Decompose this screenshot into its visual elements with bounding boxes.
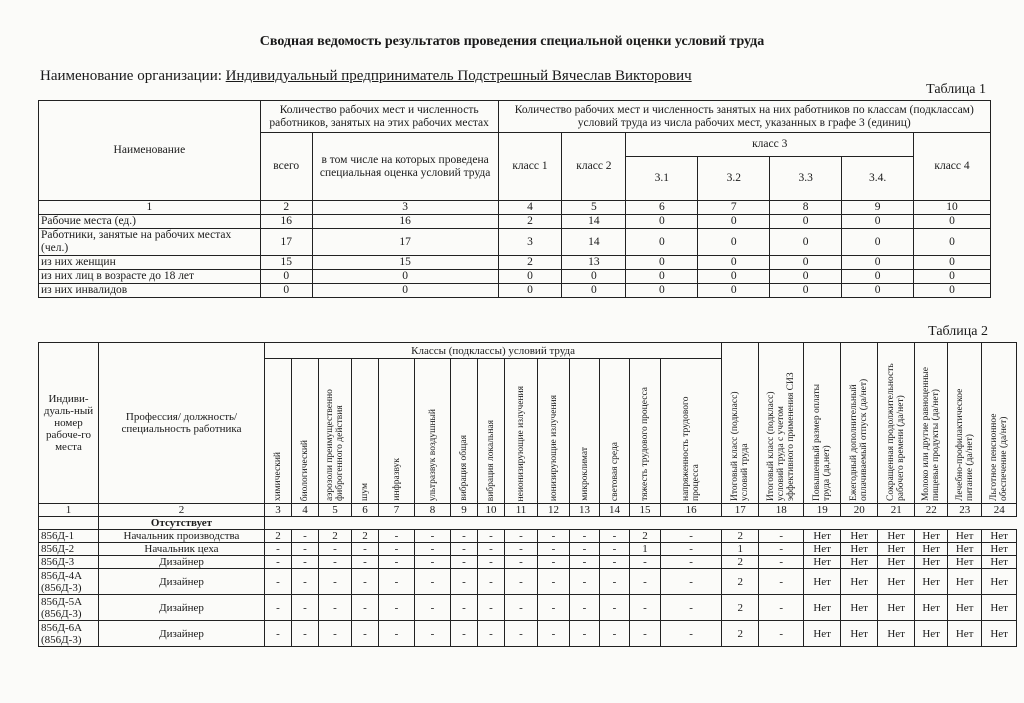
table1-label: Таблица 1 (926, 82, 986, 97)
t1-row (39, 215, 991, 229)
t2-column-number: 8 (415, 504, 451, 517)
t2-cell: Нет (878, 543, 915, 556)
t1-row-name: из них инвалидов (39, 284, 261, 298)
t1-column-number: 4 (498, 201, 562, 215)
t2-cell: - (630, 569, 661, 595)
t1-cell: 0 (312, 284, 498, 298)
t2-cell: - (379, 556, 415, 569)
t2-factor-header: световая среда (600, 359, 630, 504)
t2-cell: - (379, 543, 415, 556)
t2-profession: Начальник производства (99, 530, 265, 543)
t1-cell: 0 (914, 229, 991, 256)
t2-cell: - (451, 595, 478, 621)
t2-cell: - (505, 569, 538, 595)
t2-cell: - (319, 595, 352, 621)
t1-header-c33: 3.3 (770, 157, 842, 201)
t2-cell: - (415, 543, 451, 556)
t2-cell: Нет (878, 595, 915, 621)
t2-column-number: 5 (319, 504, 352, 517)
t2-factor-header: инфразвук (379, 359, 415, 504)
t2-factor-header: вибрация локальная (478, 359, 505, 504)
t2-profession: Дизайнер (99, 556, 265, 569)
t1-cell: 15 (312, 256, 498, 270)
t2-cell: Нет (982, 569, 1017, 595)
t1-row-name: из них женщин (39, 256, 261, 270)
t1-cell: 0 (562, 270, 626, 284)
t2-cell: - (661, 569, 722, 595)
t2-cell: - (415, 621, 451, 647)
t2-cell: Нет (982, 530, 1017, 543)
t2-cell: Нет (948, 530, 982, 543)
t2-cell: - (600, 621, 630, 647)
t2-cell: Нет (915, 569, 948, 595)
t2-column-number: 23 (948, 504, 982, 517)
t1-cell: 0 (498, 284, 562, 298)
t1-header-class3: класс 3 (626, 133, 914, 157)
t2-profession: Дизайнер (99, 569, 265, 595)
t2-cell: - (570, 569, 600, 595)
t2-column-number: 11 (505, 504, 538, 517)
t2-cell: Нет (948, 569, 982, 595)
t2-column-number: 13 (570, 504, 600, 517)
t2-cell: - (505, 543, 538, 556)
t1-row (39, 284, 991, 298)
t2-cell: - (570, 595, 600, 621)
t2-column-number: 3 (265, 504, 292, 517)
t2-cell: - (759, 543, 804, 556)
t2-cell: - (319, 621, 352, 647)
t2-cell: - (451, 569, 478, 595)
t2-column-number: 21 (878, 504, 915, 517)
t2-factor-header: ионизирующие излучения (538, 359, 570, 504)
t2-header-pension: Льготное пенсионное обеспечение (да/нет) (982, 343, 1017, 504)
t2-cell: 2 (722, 569, 759, 595)
t2-cell: Нет (948, 595, 982, 621)
t2-workplace-id: 856Д-3 (39, 556, 99, 569)
t2-cell: - (538, 543, 570, 556)
t1-header-classes: Количество рабочих мест и численность занятых на них работников по классам (подклассам) условий труда из числа рабочих мест, указанных в графе 3 (единиц) (498, 101, 990, 133)
t2-cell: - (759, 569, 804, 595)
t1-header-name: Наименование (39, 101, 261, 201)
t2-header-final-class: Итоговый класс (подкласс) условий труда (722, 343, 759, 504)
t1-cell: 0 (770, 284, 842, 298)
t2-column-number: 18 (759, 504, 804, 517)
t2-cell: - (538, 556, 570, 569)
t2-cell: - (630, 621, 661, 647)
t2-cell: 1 (630, 543, 661, 556)
t2-cell: - (478, 595, 505, 621)
t1-column-number: 3 (312, 201, 498, 215)
t2-header-classes: Классы (подклассы) условий труда (265, 343, 722, 359)
t2-cell: - (379, 569, 415, 595)
t1-header-workplaces: Количество рабочих мест и численность работников, занятых на этих рабочих местах (260, 101, 498, 133)
t2-cell: Нет (878, 556, 915, 569)
t2-cell: - (352, 595, 379, 621)
t2-column-number: 22 (915, 504, 948, 517)
t1-cell: 13 (562, 256, 626, 270)
t2-cell: - (661, 621, 722, 647)
t2-cell: Нет (804, 569, 841, 595)
t1-column-number: 2 (260, 201, 312, 215)
t2-cell: Нет (878, 621, 915, 647)
t2-cell: Нет (841, 595, 878, 621)
t2-cell: - (600, 543, 630, 556)
t2-cell: 1 (722, 543, 759, 556)
t2-cell: - (352, 556, 379, 569)
t1-cell: 0 (698, 215, 770, 229)
t2-factor-header: напряженность трудового процесса (661, 359, 722, 504)
t1-header-c32: 3.2 (698, 157, 770, 201)
t2-header-reduced-time: Сокращенная продолжительность рабочего времени (да/нет) (878, 343, 915, 504)
t2-cell: Нет (804, 595, 841, 621)
t2-cell: - (265, 621, 292, 647)
t2-cell: - (478, 556, 505, 569)
t1-cell: 0 (626, 256, 698, 270)
t2-cell: Нет (804, 530, 841, 543)
t1-cell: 0 (842, 215, 914, 229)
t2-row (39, 569, 1017, 595)
t2-cell: - (379, 530, 415, 543)
t2-cell: - (661, 556, 722, 569)
t2-cell: Нет (841, 530, 878, 543)
t2-cell: - (600, 556, 630, 569)
t2-column-numbers (39, 504, 1017, 517)
t2-cell: - (265, 556, 292, 569)
t1-row (39, 256, 991, 270)
t2-cell: - (292, 569, 319, 595)
t2-row (39, 530, 1017, 543)
t2-cell: - (352, 543, 379, 556)
t2-cell: - (478, 569, 505, 595)
t2-cell: Нет (841, 556, 878, 569)
t2-cell: Нет (804, 543, 841, 556)
t2-cell: Нет (841, 621, 878, 647)
t1-cell: 16 (312, 215, 498, 229)
t2-row (39, 543, 1017, 556)
t1-cell: 15 (260, 256, 312, 270)
t2-cell: - (292, 543, 319, 556)
t2-cell: - (379, 621, 415, 647)
t2-cell: 2 (630, 530, 661, 543)
t1-row (39, 229, 991, 256)
t2-workplace-id: 856Д-6А (856Д-3) (39, 621, 99, 647)
t1-row-name: из них лиц в возрасте до 18 лет (39, 270, 261, 284)
t1-cell: 2 (498, 215, 562, 229)
t1-cell: 0 (626, 215, 698, 229)
t1-cell: 0 (770, 270, 842, 284)
t2-column-number: 16 (661, 504, 722, 517)
t2-cell: - (478, 543, 505, 556)
t2-cell: - (570, 621, 600, 647)
t2-column-number: 15 (630, 504, 661, 517)
t2-workplace-id: 856Д-1 (39, 530, 99, 543)
t2-cell: - (319, 543, 352, 556)
t2-cell: 2 (319, 530, 352, 543)
t2-cell: Нет (878, 569, 915, 595)
t1-cell: 0 (312, 270, 498, 284)
t1-cell: 0 (626, 270, 698, 284)
t1-header-c34: 3.4. (842, 157, 914, 201)
t2-cell: 2 (722, 556, 759, 569)
t2-cell: - (292, 621, 319, 647)
t2-column-number: 1 (39, 504, 99, 517)
t2-cell: Нет (982, 556, 1017, 569)
t2-column-number: 7 (379, 504, 415, 517)
t2-profession: Дизайнер (99, 595, 265, 621)
t2-column-number: 14 (600, 504, 630, 517)
t2-cell: - (265, 543, 292, 556)
t2-cell: Нет (948, 543, 982, 556)
t1-header-class2: класс 2 (562, 133, 626, 201)
t2-cell: - (759, 621, 804, 647)
t1-cell: 0 (260, 270, 312, 284)
t2-cell: Нет (948, 621, 982, 647)
t1-cell: 16 (260, 215, 312, 229)
t1-cell: 0 (914, 215, 991, 229)
t2-cell: - (319, 556, 352, 569)
t1-cell: 0 (260, 284, 312, 298)
t1-cell: 3 (498, 229, 562, 256)
t2-cell: - (538, 569, 570, 595)
t2-column-number: 17 (722, 504, 759, 517)
t2-section-title: Отсутствует (99, 517, 265, 530)
t2-cell: 2 (722, 595, 759, 621)
t1-cell: 17 (312, 229, 498, 256)
t1-cell: 0 (842, 256, 914, 270)
t2-cell: - (505, 530, 538, 543)
t2-cell: - (415, 530, 451, 543)
t2-cell: - (415, 595, 451, 621)
t1-cell: 14 (562, 215, 626, 229)
t2-cell: - (415, 569, 451, 595)
t2-cell: - (265, 569, 292, 595)
t1-column-number: 6 (626, 201, 698, 215)
t1-column-number: 8 (770, 201, 842, 215)
t2-cell: - (451, 556, 478, 569)
t2-profession: Начальник цеха (99, 543, 265, 556)
t2-row (39, 595, 1017, 621)
t2-cell: Нет (948, 556, 982, 569)
t1-column-number: 5 (562, 201, 626, 215)
t2-cell: - (352, 621, 379, 647)
t1-cell: 17 (260, 229, 312, 256)
t2-workplace-id: 856Д-4А (856Д-3) (39, 569, 99, 595)
t2-workplace-id: 856Д-5А (856Д-3) (39, 595, 99, 621)
t2-cell: - (379, 595, 415, 621)
t2-cell: - (600, 530, 630, 543)
table2-label: Таблица 2 (928, 324, 988, 339)
t2-factor-header: биологический (292, 359, 319, 504)
t2-cell: - (538, 621, 570, 647)
t2-cell: Нет (982, 543, 1017, 556)
t2-cell: - (505, 556, 538, 569)
t2-cell: - (538, 595, 570, 621)
t1-cell: 0 (562, 284, 626, 298)
organization-line (40, 68, 692, 85)
t2-cell: - (292, 530, 319, 543)
t2-cell: - (661, 530, 722, 543)
t2-profession: Дизайнер (99, 621, 265, 647)
t2-header-profession: Профессия/ должность/ специальность работника (99, 343, 265, 504)
t1-cell: 0 (842, 270, 914, 284)
t2-cell: - (451, 530, 478, 543)
t1-row-name: Рабочие места (ед.) (39, 215, 261, 229)
t2-factor-header: шум (352, 359, 379, 504)
document-title: Сводная ведомость результатов проведения специальной оценки условий труда (259, 34, 765, 49)
t2-cell: - (505, 621, 538, 647)
t1-column-number: 1 (39, 201, 261, 215)
t1-cell: 0 (698, 284, 770, 298)
t1-cell: 0 (770, 229, 842, 256)
t1-cell: 0 (626, 284, 698, 298)
t2-cell: Нет (982, 595, 1017, 621)
t1-cell: 0 (498, 270, 562, 284)
t2-cell: Нет (804, 556, 841, 569)
t2-cell: - (478, 621, 505, 647)
t1-cell: 0 (698, 229, 770, 256)
t2-cell: 2 (722, 530, 759, 543)
t2-cell: - (352, 569, 379, 595)
t2-header-id: Индиви-дуаль-ный номер рабоче-го места (39, 343, 99, 504)
t2-cell: - (415, 556, 451, 569)
t1-column-number: 7 (698, 201, 770, 215)
t2-row (39, 556, 1017, 569)
t2-column-number: 12 (538, 504, 570, 517)
t2-cell: - (759, 530, 804, 543)
t2-factor-header: неионизирующие излучения (505, 359, 538, 504)
t2-cell: Нет (915, 556, 948, 569)
organization-name: Индивидуальный предприниматель Подстрешный Вячеслав Викторович (225, 68, 692, 84)
t2-factor-header: аэрозоли преимущественно фиброгенного действия (319, 359, 352, 504)
t2-column-number: 20 (841, 504, 878, 517)
t2-cell: Нет (878, 530, 915, 543)
t2-cell: 2 (722, 621, 759, 647)
t2-cell: - (478, 530, 505, 543)
t2-cell: - (538, 530, 570, 543)
t2-column-number: 10 (478, 504, 505, 517)
t1-header-total: всего (260, 133, 312, 201)
t2-header-extra-leave: Ежегодный дополнительный оплачиваемый отпуск (да/нет) (841, 343, 878, 504)
t2-cell: - (630, 595, 661, 621)
t1-cell: 0 (842, 284, 914, 298)
t2-cell: - (292, 595, 319, 621)
t2-column-number: 2 (99, 504, 265, 517)
t2-column-number: 19 (804, 504, 841, 517)
t2-cell: - (630, 556, 661, 569)
t2-cell: Нет (915, 543, 948, 556)
t1-header-assessed: в том числе на которых проведена специальная оценка условий труда (312, 133, 498, 201)
t1-cell: 0 (698, 270, 770, 284)
t1-row (39, 270, 991, 284)
t2-row (39, 621, 1017, 647)
t2-cell: - (451, 543, 478, 556)
t1-header-class1: класс 1 (498, 133, 562, 201)
t2-factor-header: ультразвук воздушный (415, 359, 451, 504)
t2-cell: - (570, 556, 600, 569)
t2-cell: - (451, 621, 478, 647)
t1-cell: 0 (914, 284, 991, 298)
t2-cell: Нет (841, 569, 878, 595)
t2-cell: - (600, 595, 630, 621)
t2-cell: Нет (915, 530, 948, 543)
t1-cell: 14 (562, 229, 626, 256)
t2-cell: 2 (352, 530, 379, 543)
t2-cell: - (319, 569, 352, 595)
t1-header-class4: класс 4 (914, 133, 991, 201)
t2-cell: - (661, 543, 722, 556)
t2-header-nutrition: Лечебно-профилактическое питание (да/нет) (948, 343, 982, 504)
t2-cell: - (570, 543, 600, 556)
t2-cell: Нет (915, 595, 948, 621)
t2-factor-header: вибрация общая (451, 359, 478, 504)
t1-cell: 0 (914, 256, 991, 270)
t1-cell: 0 (914, 270, 991, 284)
t2-cell: - (292, 556, 319, 569)
t2-cell: - (759, 595, 804, 621)
t1-cell: 0 (626, 229, 698, 256)
t1-cell: 0 (770, 256, 842, 270)
t2-cell: - (505, 595, 538, 621)
t1-cell: 2 (498, 256, 562, 270)
t2-header-increased-pay: Повышенный размер оплаты труда (да,нет) (804, 343, 841, 504)
t2-header-final-class-siz: Итоговый класс (подкласс) условий труда с учетом эффективного применения СИЗ (759, 343, 804, 504)
t1-cell: 0 (770, 215, 842, 229)
t1-cell: 0 (842, 229, 914, 256)
t2-cell: Нет (915, 621, 948, 647)
t2-cell: - (759, 556, 804, 569)
t1-cell: 0 (698, 256, 770, 270)
t2-cell: - (265, 595, 292, 621)
t2-workplace-id: 856Д-2 (39, 543, 99, 556)
t2-cell: Нет (982, 621, 1017, 647)
t2-column-number: 9 (451, 504, 478, 517)
t2-cell: - (570, 530, 600, 543)
t2-cell: Нет (804, 621, 841, 647)
t2-column-number: 4 (292, 504, 319, 517)
t1-header-c31: 3.1 (626, 157, 698, 201)
t1-column-numbers (39, 201, 991, 215)
workplace-table (38, 342, 1017, 647)
t2-column-number: 24 (982, 504, 1017, 517)
t2-header-milk: Молоко или другие равноценные пищевые продукты (да/нет) (915, 343, 948, 504)
t1-column-number: 10 (914, 201, 991, 215)
t2-factor-header: микроклимат (570, 359, 600, 504)
summary-table (38, 100, 991, 298)
organization-label: Наименование организации: (40, 68, 222, 84)
t2-factor-header: химический (265, 359, 292, 504)
t2-cell: - (600, 569, 630, 595)
t2-cell: Нет (841, 543, 878, 556)
t1-column-number: 9 (842, 201, 914, 215)
t2-factor-header: тяжесть трудового процесса (630, 359, 661, 504)
t2-column-number: 6 (352, 504, 379, 517)
t2-cell: - (661, 595, 722, 621)
t1-row-name: Работники, занятые на рабочих местах (чел.) (39, 229, 261, 256)
t2-cell: 2 (265, 530, 292, 543)
